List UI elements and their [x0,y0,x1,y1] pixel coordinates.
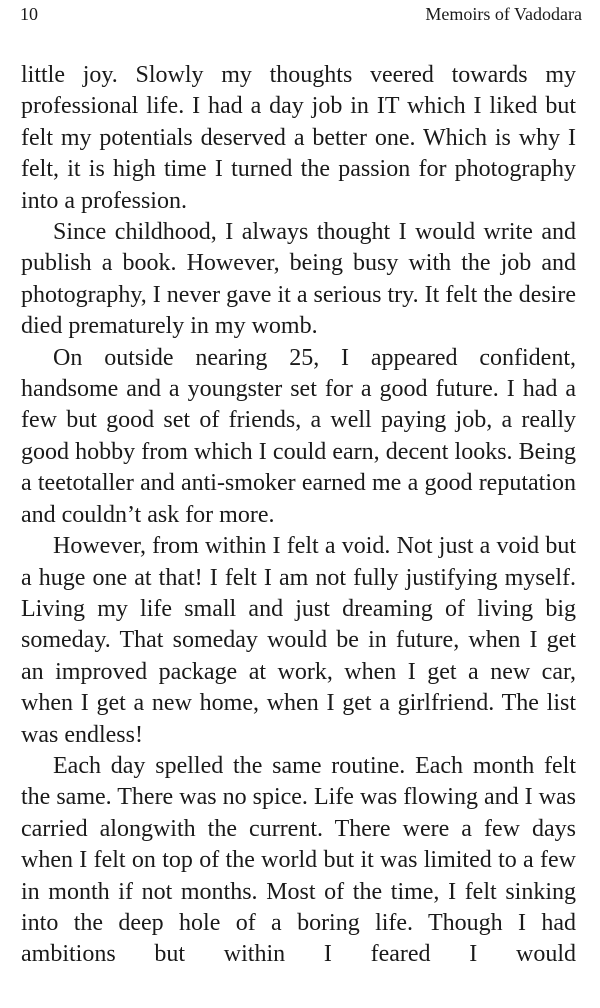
paragraph-5: Each day spelled the same routine. Each month felt the same. There was no spice. Life was flowing and I was carried alongwith the current. There were a few days when I felt on top of the world but it was limited to a few in month if not months. Most of the time, I felt sinking into the deep hole of a boring life. Though I had ambitions but within I feared I would [21,752,576,968]
running-title: Memoirs of Vadodara [425,4,582,24]
paragraph-1: little joy. Slowly my thoughts veered towards my professional life. I had a day job in IT which I liked but felt my potentials deserved a better one. Which is why I felt, it is high time I turned the passion for photography into a profession. [21,62,576,214]
page-number: 10 [20,4,38,24]
body-text [21,60,576,971]
paragraph-2: Since childhood, I always thought I would write and publish a book. However, being busy with the job and photography, I never gave it a serious try. It felt the desire died prematurely in my womb. [21,219,576,340]
paragraph-3: On outside nearing 25, I appeared confident, handsome and a youngster set for a good future. I had a few but good set of friends, a well paying job, a really good hobby from which I could earn, decent looks. Being a teetotaller and anti-smoker earned me a good reputation and couldn’t ask for more. [21,344,576,528]
paragraph-4: However, from within I felt a void. Not just a void but a huge one at that! I felt I am not fully justifying myself. Living my life small and just dreaming of living big someday. That someday would be in future, when I get an improved package at work, when I get a new car, when I get a new home, when I get a girlfriend. The list was endless! [21,533,576,748]
page-header [20,4,582,30]
